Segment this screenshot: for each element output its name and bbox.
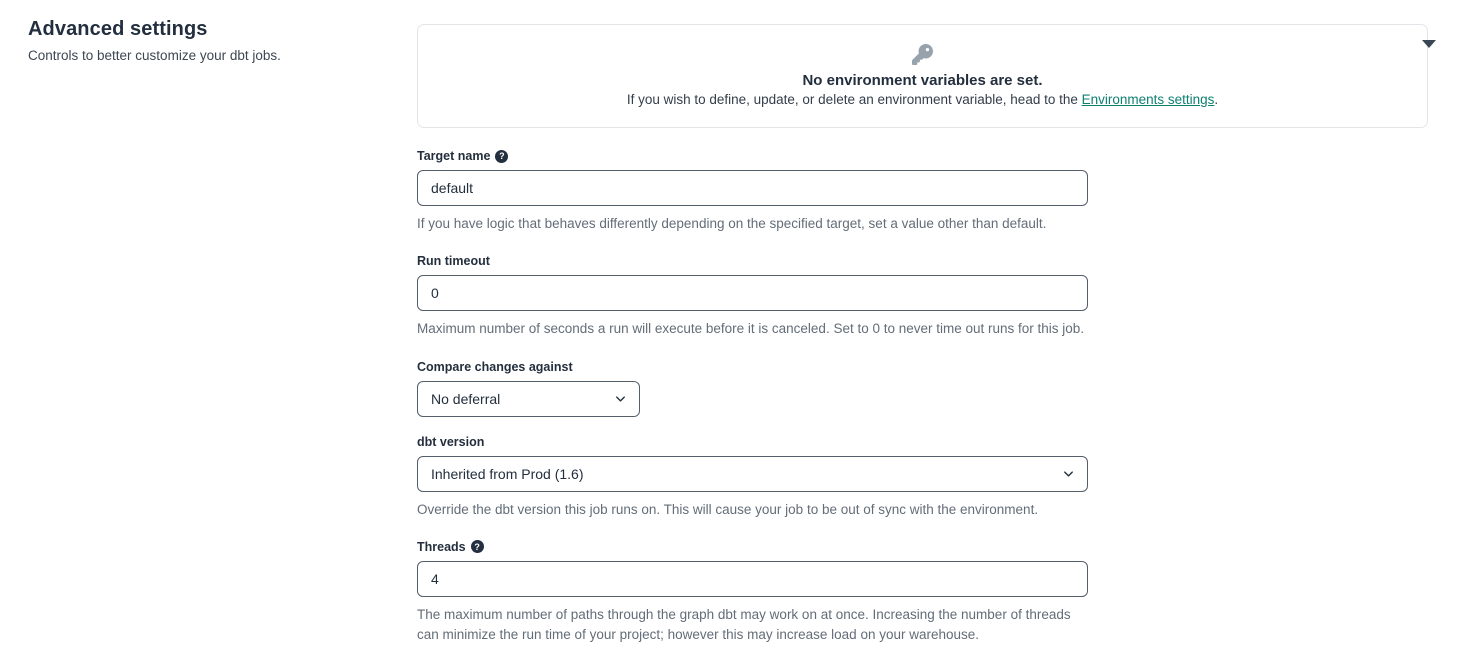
target-name-helper: If you have logic that behaves differently depending on the specified target, set a value other than default. bbox=[417, 216, 1047, 231]
run-timeout-helper: Maximum number of seconds a run will execute before it is canceled. Set to 0 to never time out runs for this job. bbox=[417, 321, 1085, 337]
target-name-label: Target name bbox=[417, 149, 491, 163]
field-threads bbox=[417, 540, 1088, 646]
run-timeout-label: Run timeout bbox=[417, 254, 490, 269]
env-variables-banner bbox=[417, 24, 1428, 128]
field-dbt-version bbox=[417, 435, 1088, 520]
help-icon[interactable] bbox=[471, 540, 484, 553]
help-icon[interactable] bbox=[495, 150, 508, 163]
key-icon bbox=[442, 44, 1403, 65]
field-target-name bbox=[417, 149, 1088, 234]
field-compare-changes bbox=[417, 360, 1088, 417]
page-subtitle: Controls to better customize your dbt jobs. bbox=[28, 48, 281, 63]
env-banner-message-period: . bbox=[1214, 92, 1219, 107]
dbt-version-helper: Override the dbt version this job runs on. This will cause your job to be out of sync with the environment. bbox=[417, 501, 1039, 517]
dbt-version-label: dbt version bbox=[417, 434, 485, 449]
threads-label: Threads bbox=[417, 539, 466, 554]
collapse-section-button[interactable] bbox=[1418, 36, 1440, 52]
caret-down-icon bbox=[1422, 40, 1436, 48]
threads-input[interactable] bbox=[417, 561, 1088, 597]
threads-helper: The maximum number of paths through the graph dbt may work on at once. Increasing the number of threads can minimize the run time of your project; however this may increase load on your warehouse. bbox=[417, 606, 1071, 642]
env-banner-title: No environment variables are set. bbox=[802, 72, 1043, 89]
target-name-input[interactable] bbox=[417, 170, 1088, 206]
compare-changes-select[interactable] bbox=[417, 381, 640, 417]
page-title: Advanced settings bbox=[28, 18, 208, 40]
env-banner-message bbox=[442, 92, 1403, 107]
compare-changes-label: Compare changes against bbox=[417, 359, 573, 374]
field-run-timeout bbox=[417, 254, 1088, 339]
environments-settings-link[interactable]: Environments settings bbox=[1081, 92, 1215, 107]
section-header bbox=[0, 0, 417, 659]
dbt-version-select[interactable] bbox=[417, 456, 1088, 492]
run-timeout-input[interactable] bbox=[417, 275, 1088, 311]
settings-form bbox=[417, 0, 1428, 659]
env-banner-message-text: If you wish to define, update, or delete an environment variable, head to the bbox=[626, 92, 1082, 107]
